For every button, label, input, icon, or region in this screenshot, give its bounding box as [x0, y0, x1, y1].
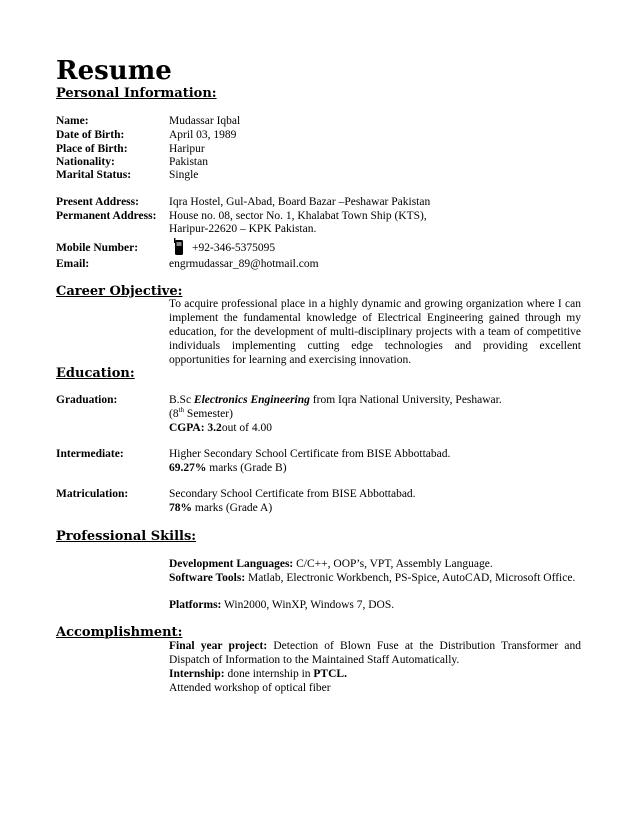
- platforms-label: Platforms:: [169, 599, 222, 611]
- graduation-institution: from Iqra National University, Peshawar.: [309, 394, 502, 406]
- personal-info-heading: Personal Information:: [56, 86, 217, 101]
- present-address-label: Present Address:: [56, 196, 139, 208]
- cgpa-label: CGPA: 3.2: [169, 422, 222, 434]
- intermediate-marks: [169, 461, 287, 475]
- name-value: Mudassar Iqbal: [169, 115, 241, 127]
- name-label: Name:: [56, 115, 89, 127]
- mobile-label: Mobile Number:: [56, 242, 139, 254]
- software-tools-label: Software Tools:: [169, 572, 246, 584]
- graduation-degree: [169, 393, 502, 407]
- platforms-value: Win2000, WinXP, Windows 7, DOS.: [221, 599, 395, 611]
- intermediate-grade: marks (Grade B): [206, 462, 287, 474]
- matriculation-certificate: Secondary School Certificate from BISE Abbottabad.: [169, 488, 416, 500]
- graduation-label: Graduation:: [56, 394, 118, 406]
- email-value: engrmudassar_89@hotmail.com: [169, 258, 319, 270]
- nationality-label: Nationality:: [56, 156, 115, 168]
- graduation-prefix: B.Sc: [169, 394, 194, 406]
- graduation-semester: [169, 407, 233, 421]
- final-year-project: [169, 639, 581, 667]
- marital-value: Single: [169, 169, 199, 181]
- internship: [169, 667, 347, 681]
- matriculation-grade: marks (Grade A): [192, 502, 273, 514]
- graduation-field: Electronics Engineering: [193, 394, 310, 406]
- internship-label: Internship:: [169, 668, 225, 680]
- dev-languages: [169, 557, 493, 571]
- software-tools-value: Matlab, Electronic Workbench, PS-Spice, AutoCAD, Microsoft Office.: [248, 572, 576, 584]
- career-objective-heading: Career Objective:: [56, 284, 183, 299]
- pob-label: Place of Birth:: [56, 143, 128, 155]
- permanent-address-line-1: House no. 08, sector No. 1, Khalabat Town Ship (KTS),: [169, 210, 427, 222]
- semester-suffix: th: [178, 406, 185, 415]
- nationality-value: Pakistan: [169, 156, 208, 168]
- dev-languages-value: C/C++, OOP’s, VPT, Assembly Language.: [293, 558, 493, 570]
- intermediate-percent: 69.27%: [169, 462, 207, 474]
- internship-org: PTCL.: [313, 668, 347, 680]
- software-tools: [169, 571, 581, 585]
- marital-label: Marital Status:: [56, 169, 132, 181]
- workshop: Attended workshop of optical fiber: [169, 682, 331, 694]
- dob-value: April 03, 1989: [169, 129, 237, 141]
- matriculation-marks: [169, 501, 272, 515]
- permanent-address-label: Permanent Address:: [56, 210, 157, 222]
- matriculation-percent: 78%: [169, 502, 192, 514]
- professional-skills-heading: Professional Skills:: [56, 529, 197, 544]
- semester-number: (8: [169, 408, 179, 420]
- present-address-value: Iqra Hostel, Gul-Abad, Board Bazar –Peshawar Pakistan: [169, 196, 431, 208]
- education-heading: Education:: [56, 366, 135, 381]
- mobile-phone-icon: [172, 238, 186, 256]
- platforms: [169, 598, 394, 612]
- career-objective-text: To acquire professional place in a highly dynamic and growing organization where I can implement the fundamental knowledge of Electrical Engineering gained through my education, for the development of multi-disciplinary projects with a team of competitive individuals implementing cutting edge technologies and providing excellent opportunities for learning and exercising innovation.: [169, 298, 581, 366]
- pob-value: Haripur: [169, 143, 205, 155]
- dev-languages-label: Development Languages:: [169, 558, 294, 570]
- email-label: Email:: [56, 258, 90, 270]
- graduation-cgpa: [169, 421, 272, 435]
- cgpa-scale: out of 4.00: [221, 422, 272, 434]
- permanent-address-line-2: Haripur-22620 – KPK Pakistan.: [169, 223, 317, 235]
- accomplishment-heading: Accomplishment:: [56, 625, 183, 640]
- dob-label: Date of Birth:: [56, 129, 125, 141]
- matriculation-label: Matriculation:: [56, 488, 129, 500]
- intermediate-certificate: Higher Secondary School Certificate from BISE Abbottabad.: [169, 448, 451, 460]
- mobile-value: +92-346-5375095: [192, 242, 276, 254]
- resume-title: Resume: [56, 56, 172, 86]
- final-year-project-label: Final year project:: [169, 640, 268, 652]
- intermediate-label: Intermediate:: [56, 448, 124, 460]
- final-year-project-value: Detection of Blown Fuse at the Distribution Transformer and Dispatch of Information to the Maintained Staff Automatically.: [169, 640, 581, 666]
- semester-text: Semester): [184, 408, 233, 420]
- internship-text: done internship in: [224, 668, 314, 680]
